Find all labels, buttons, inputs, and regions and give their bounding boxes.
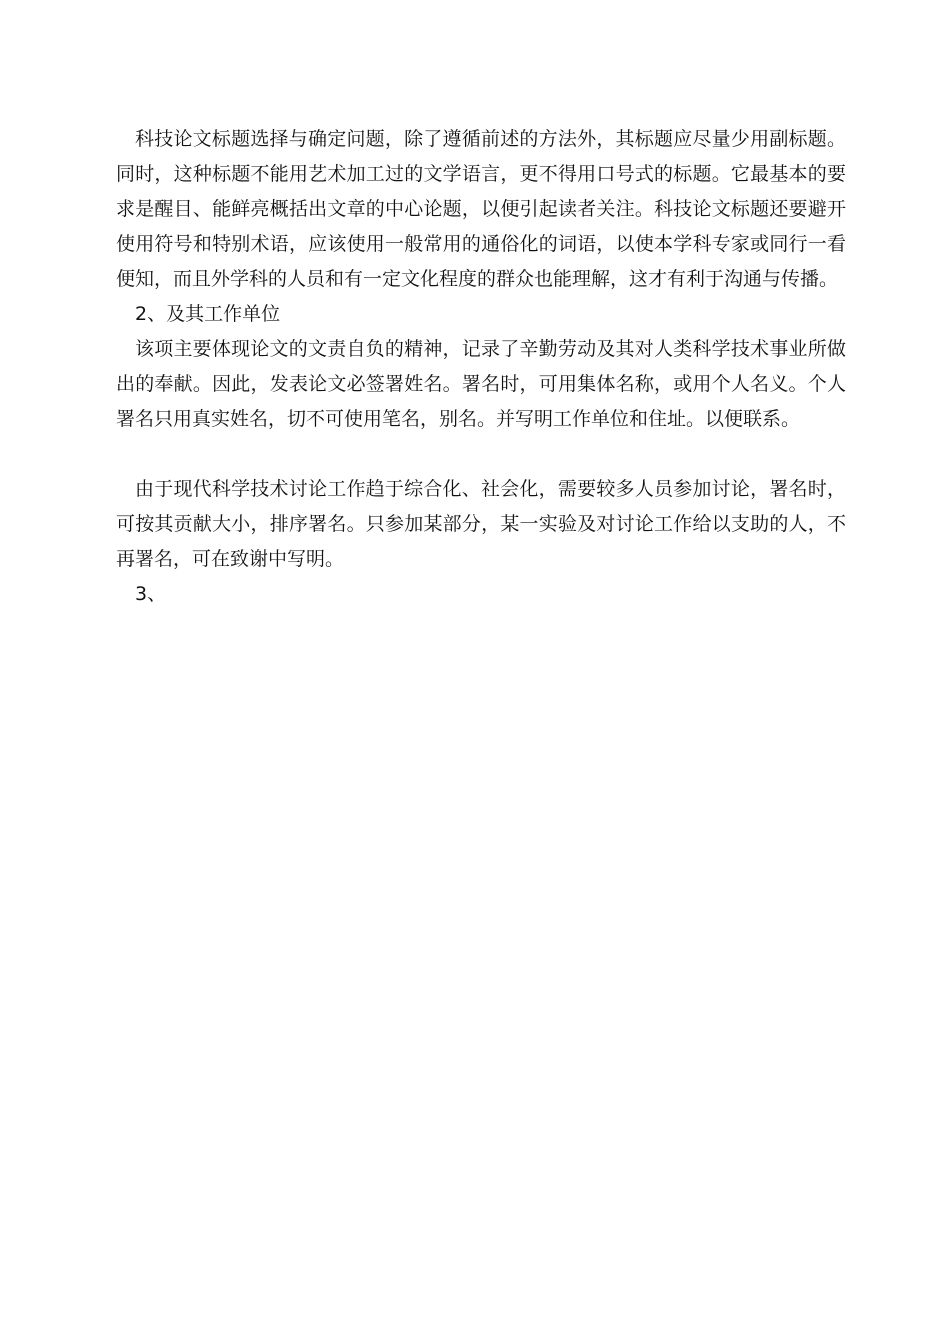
section-heading-3: 3、 bbox=[135, 583, 167, 605]
section-heading-2: 2、及其工作单位 bbox=[135, 303, 281, 325]
paragraph-title-guidelines: 科技论文标题选择与确定问题，除了遵循前述的方法外，其标题应尽量少用副标题。同时，这种标题不能用艺术加工过的文学语言，更不得用口号式的标题。它最基本的要求是醒目、能鲜亮概括出文章的中心论题，以便引起读者关注。科技论文标题还要避开使用符号和特别术语，应该使用一般常用的通俗化的词语，以使本学科专家或同行一看便知，而且外学科的人员和有一定文化程度的群众也能理解，这才有利于沟通与传播。 bbox=[116, 128, 846, 290]
blank-line bbox=[116, 437, 846, 472]
paragraph-author-order: 由于现代科学技术讨论工作趋于综合化、社会化，需要较多人员参加讨论，署名时，可按其贡献大小，排序署名。只参加某部分，某一实验及对讨论工作给以支助的人，不再署名，可在致谢中写明。 bbox=[116, 478, 846, 570]
paragraph-author-signature: 该项主要体现论文的文责自负的精神，记录了辛勤劳动及其对人类科学技术事业所做出的奉献。因此，发表论文必签署姓名。署名时，可用集体名称，或用个人名义。个人署名只用真实姓名，切不可使用笔名，别名。并写明工作单位和住址。以便联系。 bbox=[116, 338, 846, 430]
document-body bbox=[116, 122, 846, 612]
